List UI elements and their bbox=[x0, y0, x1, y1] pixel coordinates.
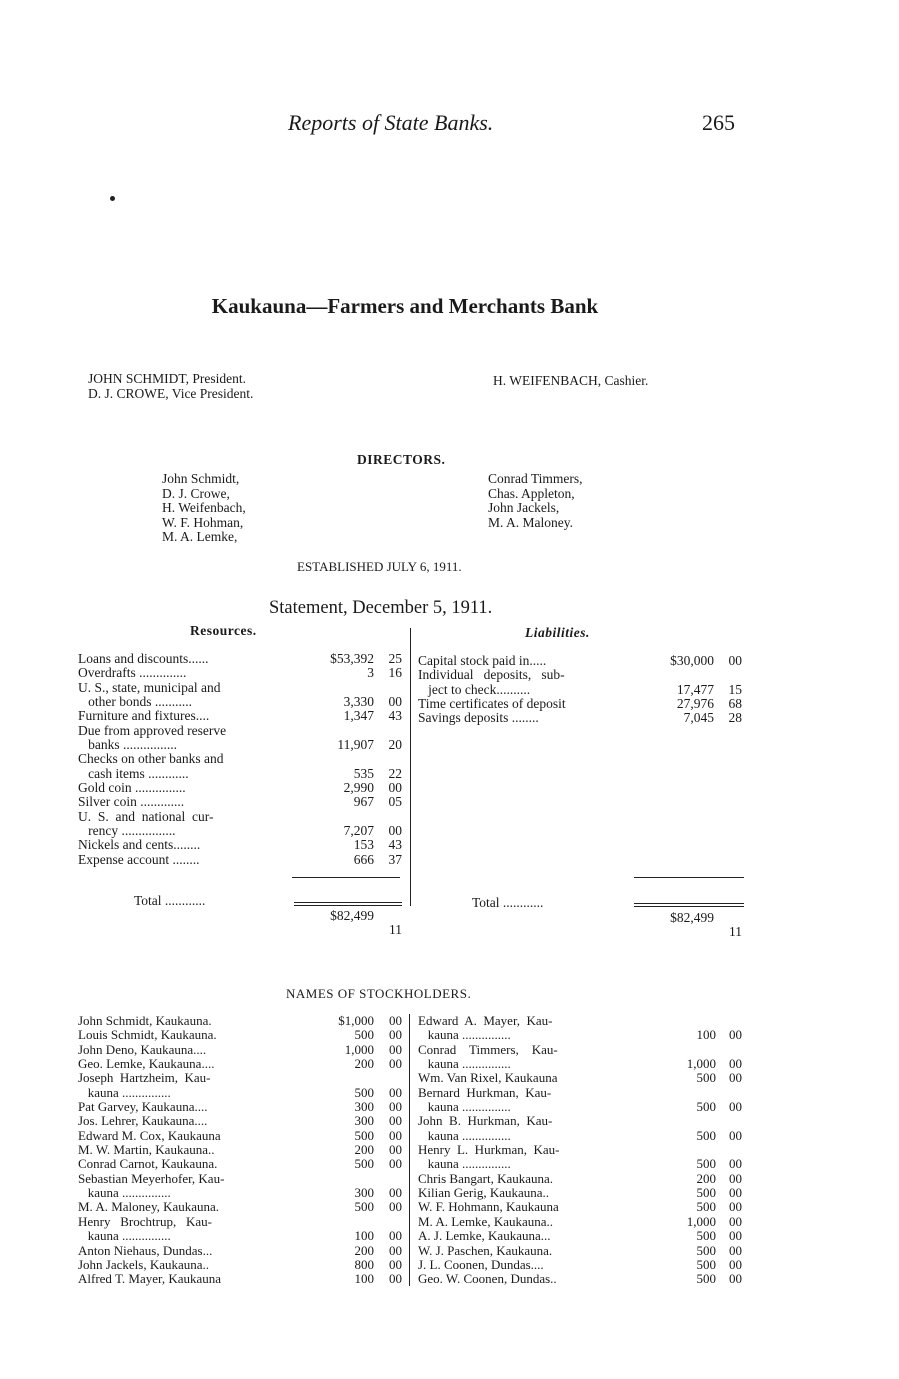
row-label: Capital stock paid in..... bbox=[418, 654, 547, 668]
stockholder-row bbox=[78, 1229, 406, 1243]
liabilities-row bbox=[418, 668, 744, 682]
row-label: kauna ............... bbox=[418, 1157, 511, 1172]
stockholder-row bbox=[418, 1143, 744, 1157]
row-label: Geo. Lemke, Kaukauna.... bbox=[78, 1057, 215, 1072]
row-cents: 00 bbox=[389, 1142, 402, 1158]
row-dollars: 535 bbox=[353, 765, 374, 781]
stockholder-row bbox=[78, 1028, 406, 1042]
director-name: M. A. Maloney. bbox=[488, 514, 573, 530]
row-label: Chris Bangart, Kaukauna. bbox=[418, 1171, 554, 1186]
liabilities-row bbox=[418, 654, 744, 668]
resources-row bbox=[78, 738, 406, 752]
row-dollars: 500 bbox=[696, 1127, 716, 1143]
officer-president: JOHN SCHMIDT, President. bbox=[88, 371, 246, 386]
row-dollars: 500 bbox=[696, 1256, 716, 1272]
stockholder-row bbox=[418, 1043, 744, 1057]
row-dollars: 300 bbox=[354, 1113, 374, 1129]
row-label: Wm. Van Rixel, Kaukauna bbox=[418, 1071, 558, 1086]
row-label: W. F. Hohmann, Kaukauna bbox=[418, 1200, 559, 1215]
row-dollars: 2,990 bbox=[343, 780, 374, 796]
row-label: John B. Hurkman, Kau- bbox=[418, 1114, 553, 1129]
total-cents: 11 bbox=[729, 924, 742, 940]
director-name: M. A. Lemke, bbox=[162, 529, 238, 544]
stockholder-row bbox=[78, 1186, 406, 1200]
row-label: John Schmidt, Kaukauna. bbox=[78, 1014, 212, 1028]
row-dollars: 500 bbox=[696, 1271, 716, 1287]
row-cents: 00 bbox=[729, 1271, 742, 1287]
stockholder-row bbox=[78, 1114, 406, 1128]
row-label: A. J. Lemke, Kaukauna... bbox=[418, 1229, 551, 1244]
total-label: Total ............ bbox=[134, 893, 206, 909]
row-label: John Jackels, Kaukauna.. bbox=[78, 1257, 210, 1272]
row-label: kauna ............... bbox=[418, 1100, 511, 1115]
row-cents: 16 bbox=[388, 665, 402, 681]
row-label: Henry L. Hurkman, Kau- bbox=[418, 1143, 560, 1158]
stockholder-row bbox=[78, 1272, 406, 1286]
row-dollars: 11,907 bbox=[337, 737, 374, 753]
row-cents: 00 bbox=[729, 1228, 742, 1244]
stockholder-row bbox=[418, 1186, 744, 1200]
stockholder-row bbox=[78, 1014, 406, 1028]
row-dollars: $53,392 bbox=[330, 651, 374, 666]
row-label: M. A. Lemke, Kaukauna.. bbox=[418, 1214, 554, 1229]
row-label: kauna ............... bbox=[78, 1085, 171, 1100]
row-dollars: 500 bbox=[696, 1185, 716, 1201]
row-dollars: 200 bbox=[354, 1056, 374, 1072]
directors-left-list bbox=[162, 472, 246, 545]
row-cents: 22 bbox=[388, 765, 402, 781]
row-cents: 00 bbox=[729, 1213, 742, 1229]
row-dollars: 500 bbox=[696, 1099, 716, 1115]
row-dollars: 200 bbox=[354, 1242, 374, 1258]
row-cents: 00 bbox=[729, 1156, 742, 1172]
director-name: Conrad Timmers, bbox=[488, 471, 583, 486]
resources-total-row bbox=[78, 880, 406, 938]
row-dollars: 300 bbox=[354, 1099, 374, 1115]
stockholders-left-list bbox=[78, 1014, 406, 1287]
stockholder-row bbox=[78, 1258, 406, 1272]
stockholder-row bbox=[418, 1100, 744, 1114]
total-double-rule bbox=[634, 903, 744, 904]
row-cents: 00 bbox=[729, 1099, 742, 1115]
stockholder-row bbox=[418, 1057, 744, 1071]
row-dollars: 3,330 bbox=[343, 694, 374, 710]
liabilities-row bbox=[418, 697, 744, 711]
liabilities-row bbox=[418, 711, 744, 725]
row-cents: 00 bbox=[388, 780, 402, 796]
running-header-title: Reports of State Banks. bbox=[288, 110, 494, 135]
row-cents: 00 bbox=[388, 694, 402, 710]
stockholder-row bbox=[418, 1071, 744, 1085]
row-dollars: 500 bbox=[354, 1084, 374, 1100]
stockholders-heading: NAMES OF STOCKHOLDERS. bbox=[286, 986, 472, 1001]
row-label: Time certificates of deposit bbox=[418, 697, 566, 712]
stockholder-row bbox=[418, 1215, 744, 1229]
stockholder-row bbox=[418, 1129, 744, 1143]
row-label: Overdrafts .............. bbox=[78, 666, 187, 681]
row-dollars: 17,477 bbox=[676, 681, 714, 697]
stockholder-row bbox=[418, 1272, 744, 1286]
row-label: Gold coin ............... bbox=[78, 781, 186, 796]
page-number: 265 bbox=[702, 110, 735, 135]
row-label: rency ................ bbox=[78, 824, 176, 839]
row-cents: 00 bbox=[729, 1242, 742, 1258]
row-dollars: 300 bbox=[354, 1185, 374, 1201]
stockholder-row bbox=[78, 1100, 406, 1114]
row-label: Loans and discounts...... bbox=[78, 652, 209, 666]
row-cents: 15 bbox=[728, 681, 742, 697]
row-cents: 00 bbox=[389, 1228, 402, 1244]
row-cents: 00 bbox=[389, 1271, 402, 1287]
row-label: John Deno, Kaukauna.... bbox=[78, 1042, 207, 1057]
stockholder-row bbox=[78, 1057, 406, 1071]
row-label: U. S., state, municipal and bbox=[78, 680, 221, 695]
directors-heading: DIRECTORS. bbox=[357, 452, 446, 467]
resources-row bbox=[78, 695, 406, 709]
resources-row bbox=[78, 838, 406, 852]
liabilities-table bbox=[418, 654, 744, 726]
row-cents: 28 bbox=[728, 710, 742, 726]
director-name: John Schmidt, bbox=[162, 471, 240, 486]
row-label: Henry Brochtrup, Kau- bbox=[78, 1214, 212, 1229]
resources-row bbox=[78, 652, 406, 666]
total-double-rule bbox=[294, 905, 402, 906]
row-dollars: 500 bbox=[696, 1070, 716, 1086]
row-cents: 00 bbox=[728, 653, 742, 668]
row-cents: 05 bbox=[388, 794, 402, 810]
row-cents: 00 bbox=[389, 1242, 402, 1258]
row-label: Pat Garvey, Kaukauna.... bbox=[78, 1100, 208, 1115]
resources-row bbox=[78, 709, 406, 723]
row-cents: 00 bbox=[389, 1127, 402, 1143]
director-name: D. J. Crowe, bbox=[162, 485, 230, 501]
stockholder-row bbox=[418, 1157, 744, 1171]
row-label: J. L. Coonen, Dundas.... bbox=[418, 1257, 544, 1272]
row-cents: 00 bbox=[729, 1199, 742, 1215]
row-dollars: 967 bbox=[353, 794, 374, 810]
row-dollars: 7,207 bbox=[343, 823, 374, 839]
total-cents: 11 bbox=[389, 922, 402, 938]
row-label: Geo. W. Coonen, Dundas.. bbox=[418, 1272, 557, 1287]
liabilities-row bbox=[418, 683, 744, 697]
row-label: Nickels and cents........ bbox=[78, 838, 201, 853]
stockholder-row bbox=[418, 1258, 744, 1272]
total-top-rule bbox=[292, 877, 400, 878]
row-cents: 00 bbox=[389, 1013, 402, 1028]
row-cents: 00 bbox=[729, 1185, 742, 1201]
row-dollars: 800 bbox=[354, 1256, 374, 1272]
row-dollars: 153 bbox=[353, 837, 374, 853]
row-dollars: 500 bbox=[354, 1199, 374, 1215]
row-dollars: 500 bbox=[354, 1027, 374, 1043]
director-name: W. F. Hohman, bbox=[162, 514, 244, 530]
row-dollars: 7,045 bbox=[683, 710, 714, 726]
stockholders-column-divider bbox=[409, 1014, 410, 1286]
row-dollars: $30,000 bbox=[670, 653, 714, 668]
resources-row bbox=[78, 853, 406, 867]
row-label: kauna ............... bbox=[418, 1028, 511, 1043]
row-label: Edward A. Mayer, Kau- bbox=[418, 1014, 553, 1028]
stockholder-row bbox=[418, 1086, 744, 1100]
resources-row bbox=[78, 795, 406, 809]
stockholder-row bbox=[78, 1129, 406, 1143]
stockholder-row bbox=[78, 1043, 406, 1057]
row-label: Jos. Lehrer, Kaukauna.... bbox=[78, 1114, 208, 1129]
row-label: Silver coin ............. bbox=[78, 795, 185, 810]
row-cents: 00 bbox=[389, 1027, 402, 1043]
row-label: kauna ............... bbox=[418, 1128, 511, 1143]
stockholder-row bbox=[78, 1086, 406, 1100]
row-cents: 00 bbox=[729, 1256, 742, 1272]
stockholder-row bbox=[418, 1172, 744, 1186]
director-name: John Jackels, bbox=[488, 500, 560, 515]
stockholder-row bbox=[78, 1244, 406, 1258]
row-label: cash items ............ bbox=[78, 766, 189, 781]
officer-cashier: H. WEIFENBACH, Cashier. bbox=[493, 373, 649, 388]
director-name: Chas. Appleton, bbox=[488, 485, 575, 501]
officers-left bbox=[88, 371, 253, 401]
row-dollars: 500 bbox=[696, 1242, 716, 1258]
row-cents: 00 bbox=[729, 1170, 742, 1186]
total-top-rule bbox=[634, 877, 744, 878]
stockholders-right-list bbox=[418, 1014, 744, 1287]
row-label: Expense account ........ bbox=[78, 852, 200, 867]
row-label: W. J. Paschen, Kaukauna. bbox=[418, 1243, 553, 1258]
row-label: kauna ............... bbox=[78, 1229, 171, 1244]
row-dollars: 200 bbox=[696, 1170, 716, 1186]
row-cents: 00 bbox=[389, 1041, 402, 1057]
stockholder-row bbox=[418, 1244, 744, 1258]
row-dollars: 1,347 bbox=[343, 708, 374, 724]
row-label: Louis Schmidt, Kaukauna. bbox=[78, 1028, 217, 1043]
row-cents: 00 bbox=[388, 823, 402, 839]
director-name: H. Weifenbach, bbox=[162, 500, 246, 515]
stockholder-row bbox=[78, 1172, 406, 1186]
row-cents: 00 bbox=[729, 1056, 742, 1072]
resources-row bbox=[78, 666, 406, 680]
row-cents: 00 bbox=[729, 1127, 742, 1143]
row-dollars: 100 bbox=[696, 1027, 716, 1043]
stockholder-row bbox=[418, 1114, 744, 1128]
row-label: Conrad Carnot, Kaukauna. bbox=[78, 1157, 218, 1172]
row-dollars: 3 bbox=[367, 665, 374, 681]
stockholder-row bbox=[78, 1200, 406, 1214]
row-cents: 00 bbox=[389, 1256, 402, 1272]
total-dollars: $82,499 bbox=[670, 909, 714, 925]
total-double-rule bbox=[294, 902, 402, 903]
row-dollars: 666 bbox=[353, 851, 374, 867]
row-label: M. W. Martin, Kaukauna.. bbox=[78, 1143, 215, 1158]
row-dollars: 500 bbox=[696, 1228, 716, 1244]
row-cents: 00 bbox=[389, 1056, 402, 1072]
row-cents: 00 bbox=[729, 1070, 742, 1086]
row-cents: 37 bbox=[388, 851, 402, 867]
resources-row bbox=[78, 767, 406, 781]
stockholder-row bbox=[78, 1143, 406, 1157]
row-dollars: 500 bbox=[696, 1156, 716, 1172]
stockholder-row bbox=[78, 1215, 406, 1229]
established-date: ESTABLISHED JULY 6, 1911. bbox=[297, 559, 462, 574]
stockholder-row bbox=[78, 1071, 406, 1085]
row-label: Individual deposits, sub- bbox=[418, 668, 565, 683]
row-label: kauna ............... bbox=[78, 1186, 171, 1201]
row-label: Anton Niehaus, Dundas... bbox=[78, 1243, 213, 1258]
row-dollars: 1,000 bbox=[686, 1056, 716, 1072]
resources-row bbox=[78, 824, 406, 838]
row-cents: 00 bbox=[389, 1084, 402, 1100]
row-dollars: 27,976 bbox=[676, 696, 714, 712]
liabilities-total-row bbox=[418, 882, 744, 940]
row-cents: 00 bbox=[389, 1099, 402, 1115]
row-label: Edward M. Cox, Kaukauna bbox=[78, 1128, 221, 1143]
row-label: Kilian Gerig, Kaukauna.. bbox=[418, 1186, 550, 1201]
resources-row bbox=[78, 781, 406, 795]
resources-row bbox=[78, 681, 406, 695]
stockholder-row bbox=[418, 1028, 744, 1042]
row-label: other bonds ........... bbox=[78, 695, 192, 710]
row-cents: 00 bbox=[729, 1027, 742, 1043]
resources-row bbox=[78, 810, 406, 824]
row-cents: 00 bbox=[389, 1185, 402, 1201]
row-label: Sebastian Meyerhofer, Kau- bbox=[78, 1171, 225, 1186]
row-cents: 00 bbox=[389, 1113, 402, 1129]
resources-table bbox=[78, 652, 406, 867]
bank-title: Kaukauna—Farmers and Merchants Bank bbox=[211, 294, 599, 318]
resources-row bbox=[78, 752, 406, 766]
row-label: Due from approved reserve bbox=[78, 723, 227, 738]
total-dollars: $82,499 bbox=[330, 907, 374, 923]
row-label: banks ................ bbox=[78, 738, 177, 753]
row-dollars: 1,000 bbox=[686, 1213, 716, 1229]
row-dollars: 200 bbox=[354, 1142, 374, 1158]
row-cents: 00 bbox=[389, 1199, 402, 1215]
row-cents: 68 bbox=[728, 696, 742, 712]
stockholder-row bbox=[418, 1014, 744, 1028]
row-dollars: 100 bbox=[354, 1228, 374, 1244]
row-cents: 25 bbox=[388, 651, 402, 666]
row-label: Checks on other banks and bbox=[78, 752, 224, 767]
row-cents: 00 bbox=[389, 1156, 402, 1172]
resources-row bbox=[78, 724, 406, 738]
row-label: Conrad Timmers, Kau- bbox=[418, 1042, 558, 1057]
row-cents: 43 bbox=[388, 837, 402, 853]
row-label: Savings deposits ........ bbox=[418, 711, 539, 726]
row-label: Joseph Hartzheim, Kau- bbox=[78, 1071, 211, 1086]
liabilities-heading: Liabilities. bbox=[525, 625, 590, 640]
row-cents: 20 bbox=[388, 737, 402, 753]
stockholder-row bbox=[78, 1157, 406, 1171]
officer-vice-president: D. J. CROWE, Vice President. bbox=[88, 386, 254, 401]
row-label: Bernard Hurkman, Kau- bbox=[418, 1085, 552, 1100]
row-label: kauna ............... bbox=[418, 1057, 511, 1072]
row-dollars: $1,000 bbox=[338, 1013, 374, 1028]
statement-title: Statement, December 5, 1911. bbox=[269, 598, 493, 618]
row-label: Furniture and fixtures.... bbox=[78, 709, 210, 724]
row-label: U. S. and national cur- bbox=[78, 809, 214, 824]
row-dollars: 1,000 bbox=[344, 1041, 374, 1057]
printed-dot-mark bbox=[110, 196, 115, 201]
row-label: Alfred T. Mayer, Kaukauna bbox=[78, 1272, 222, 1287]
row-cents: 43 bbox=[388, 708, 402, 724]
total-double-rule bbox=[634, 906, 744, 907]
stockholder-row bbox=[418, 1229, 744, 1243]
row-dollars: 500 bbox=[696, 1199, 716, 1215]
row-dollars: 100 bbox=[354, 1271, 374, 1287]
row-dollars: 500 bbox=[354, 1127, 374, 1143]
directors-right-list bbox=[488, 472, 583, 530]
total-label: Total ............ bbox=[472, 895, 544, 911]
row-dollars: 500 bbox=[354, 1156, 374, 1172]
statement-column-divider bbox=[410, 628, 411, 906]
resources-heading: Resources. bbox=[190, 623, 257, 638]
row-label: M. A. Maloney, Kaukauna. bbox=[78, 1200, 220, 1215]
row-label: ject to check.......... bbox=[418, 682, 531, 697]
stockholder-row bbox=[418, 1200, 744, 1214]
